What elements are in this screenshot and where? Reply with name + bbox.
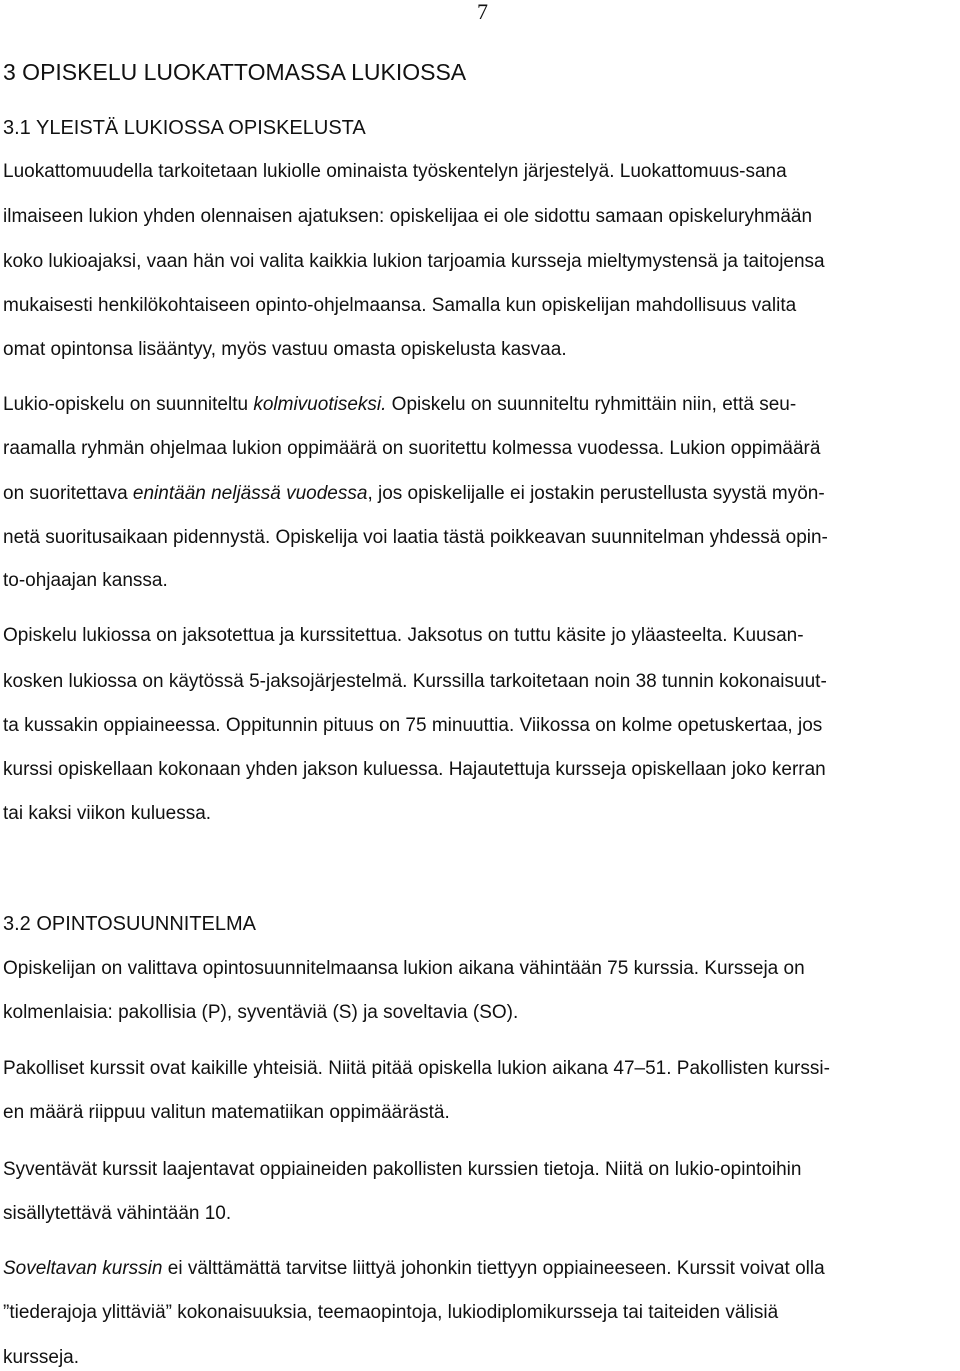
paragraph-line — [3, 393, 796, 417]
paragraph-line — [3, 482, 825, 506]
paragraph-line: Opiskelu lukiossa on jaksotettua ja kurssitettua. Jaksotus on tuttu käsite jo yläasteelta. Kuusan- — [3, 625, 804, 646]
paragraph-line: kolmenlaisia: pakollisia (P), syventäviä (S) ja soveltavia (SO). — [3, 1002, 519, 1023]
paragraph-line: kursseja. — [3, 1347, 80, 1368]
text-run: ei välttämättä tarvitse liittyä johonkin tiettyyn oppiaineeseen. Kurssit voivat olla — [162, 1258, 825, 1279]
paragraph-line: ”tiederajoja ylittäviä” kokonaisuuksia, teemaopintoja, lukiodiplomikursseja tai taiteiden välisiä — [3, 1302, 779, 1323]
paragraph-line: Pakolliset kurssit ovat kaikille yhteisiä. Niitä pitää opiskella lukion aikana 47–51. Pakollisten kurssi- — [3, 1058, 830, 1079]
paragraph-line: ilmaiseen lukion yhden olennaisen ajatuksen: opiskelijaa ei ole sidottu samaan opiskeluryhmään — [3, 206, 813, 227]
paragraph-line: to-ohjaajan kanssa. — [3, 570, 168, 591]
italic-text-run: kolmivuotiseksi. — [253, 394, 387, 415]
italic-text-run: Soveltavan kurssin — [3, 1258, 163, 1279]
text-run: Lukio-opiskelu on suunniteltu — [3, 394, 254, 415]
text-run: Opiskelu on suunniteltu ryhmittäin niin, että seu- — [386, 394, 797, 415]
paragraph-line: kosken lukiossa on käytössä 5-jaksojärjestelmä. Kurssilla tarkoitetaan noin 38 tunnin kokonaisuut- — [3, 671, 827, 692]
section-heading: 3.1 YLEISTÄ LUKIOSSA OPISKELUSTA — [3, 117, 366, 139]
paragraph-line: mukaisesti henkilökohtaiseen opinto-ohjelmaansa. Samalla kun opiskelijan mahdollisuus valita — [3, 295, 797, 316]
paragraph-line: sisällytettävä vähintään 10. — [3, 1203, 232, 1224]
paragraph-line: koko lukioajaksi, vaan hän voi valita kaikkia lukion tarjoamia kursseja mieltymystensä ja taitojensa — [3, 251, 825, 272]
page-number: 7 — [477, 0, 488, 24]
text-run: on suoritettava — [3, 483, 133, 504]
paragraph-line: omat opintonsa lisääntyy, myös vastuu omasta opiskelusta kasvaa. — [3, 339, 567, 360]
paragraph-line: ta kussakin oppiaineessa. Oppitunnin pituus on 75 minuuttia. Viikossa on kolme opetuskertaa, jos — [3, 715, 823, 736]
text-run: , jos opiskelijalle ei jostakin perustellusta syystä myön- — [367, 483, 825, 504]
paragraph-line: raamalla ryhmän ohjelmaa lukion oppimäärä on suoritettu kolmessa vuodessa. Lukion oppimäärä — [3, 438, 821, 459]
paragraph-line: Syventävät kurssit laajentavat oppiaineiden pakollisten kurssien tietoja. Niitä on lukio-opintoihin — [3, 1159, 802, 1180]
chapter-heading: 3 OPISKELU LUOKATTOMASSA LUKIOSSA — [3, 59, 467, 85]
paragraph-line: netä suoritusaikaan pidennystä. Opiskelija voi laatia tästä poikkeavan suunnitelman yhdessä opin- — [3, 527, 828, 548]
paragraph-line: Luokattomuudella tarkoitetaan lukiolle ominaista työskentelyn järjestelyä. Luokattomuus-sana — [3, 161, 787, 182]
paragraph-line: Opiskelijan on valittava opintosuunnitelmaansa lukion aikana vähintään 75 kurssia. Kursseja on — [3, 958, 805, 979]
italic-text-run: enintään neljässä vuodessa — [132, 483, 368, 504]
paragraph-line: tai kaksi viikon kuluessa. — [3, 803, 212, 824]
paragraph-line — [3, 1257, 825, 1281]
paragraph-line: en määrä riippuu valitun matematiikan oppimäärästä. — [3, 1102, 450, 1123]
paragraph-line: kurssi opiskellaan kokonaan yhden jakson kuluessa. Hajautettuja kursseja opiskellaan joko kerran — [3, 759, 826, 780]
section-heading: 3.2 OPINTOSUUNNITELMA — [3, 913, 257, 935]
